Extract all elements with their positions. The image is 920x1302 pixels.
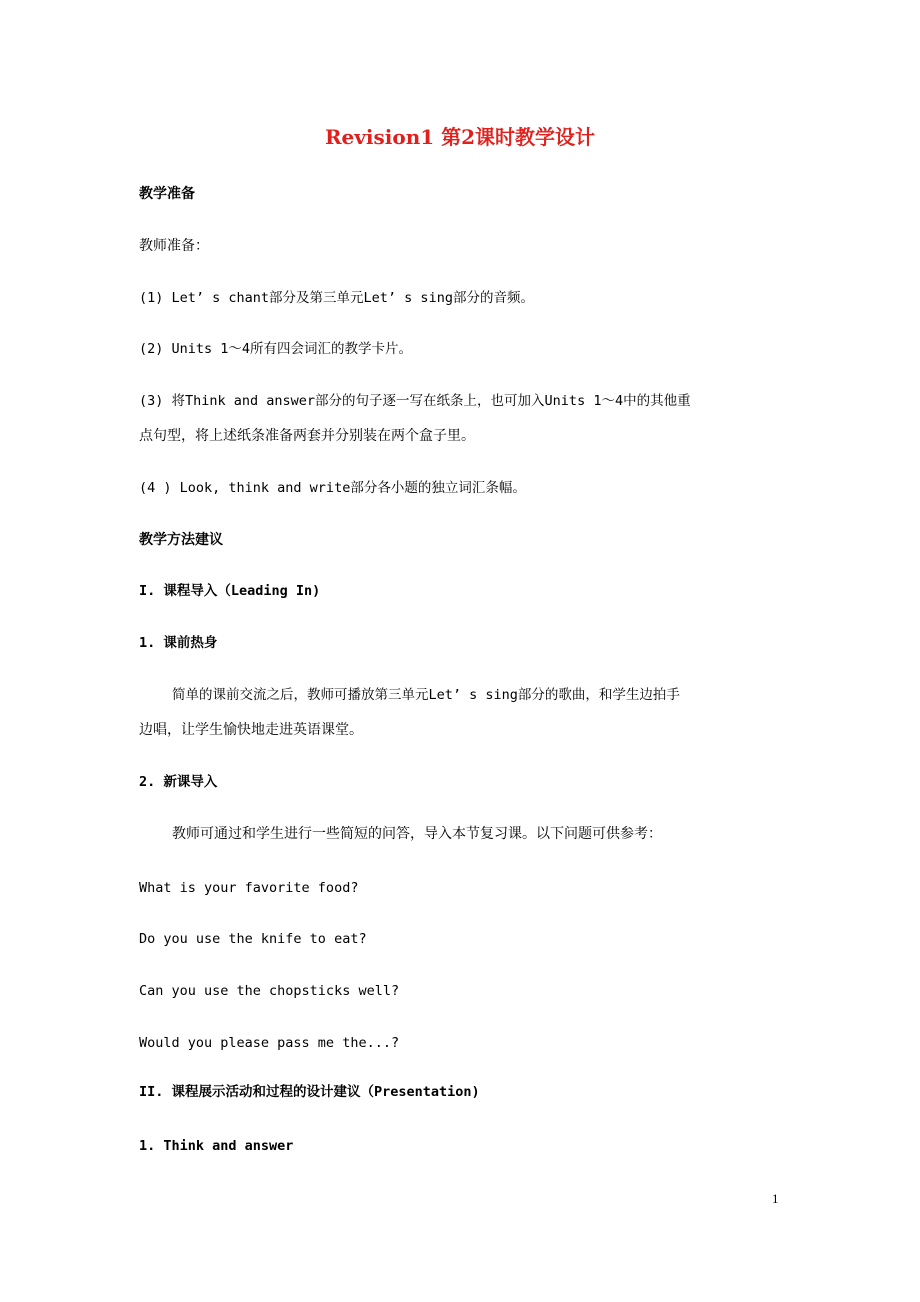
question-4: Would you please pass me the...? <box>139 1035 400 1051</box>
prep-item-3-continued: 点句型，将上述纸条准备两套并分别装在两个盒子里。 <box>139 428 475 444</box>
prep-item-4: (4 ) Look, think and write部分各小题的独立词汇条幅。 <box>139 480 526 496</box>
prep-item-1: (1) Let’ s chant部分及第三单元Let’ s sing部分的音频。 <box>139 290 534 306</box>
warmup-heading: 1. 课前热身 <box>139 635 218 651</box>
question-3: Can you use the chopsticks well? <box>139 983 400 999</box>
document-title: Revision1 第2课时教学设计 <box>324 125 596 149</box>
prep-heading: 教学准备 <box>139 186 195 202</box>
warmup-text-line-2: 边唱，让学生愉快地走进英语课堂。 <box>139 722 363 738</box>
page-number: 1 <box>772 1191 779 1206</box>
new-lesson-heading: 2. 新课导入 <box>139 774 218 790</box>
teacher-prep-label: 教师准备： <box>139 238 209 254</box>
prep-item-3: (3) 将Think and answer部分的句子逐一写在纸条上，也可加入Units 1～4中的其他重 <box>139 393 691 409</box>
prep-item-2: (2) Units 1～4所有四会词汇的教学卡片。 <box>139 341 413 357</box>
new-lesson-text: 教师可通过和学生进行一些简短的问答，导入本节复习课。以下问题可供参考： <box>172 826 662 842</box>
question-2: Do you use the knife to eat? <box>139 931 367 947</box>
part1-heading: I. 课程导入（Leading In) <box>139 583 321 599</box>
warmup-text-line-1: 简单的课前交流之后，教师可播放第三单元Let’ s sing部分的歌曲，和学生边拍手 <box>172 687 680 703</box>
think-and-answer-heading: 1. Think and answer <box>139 1138 294 1154</box>
method-heading: 教学方法建议 <box>139 532 223 548</box>
part2-heading: II. 课程展示活动和过程的设计建议（Presentation) <box>139 1084 480 1100</box>
question-1: What is your favorite food? <box>139 880 359 896</box>
